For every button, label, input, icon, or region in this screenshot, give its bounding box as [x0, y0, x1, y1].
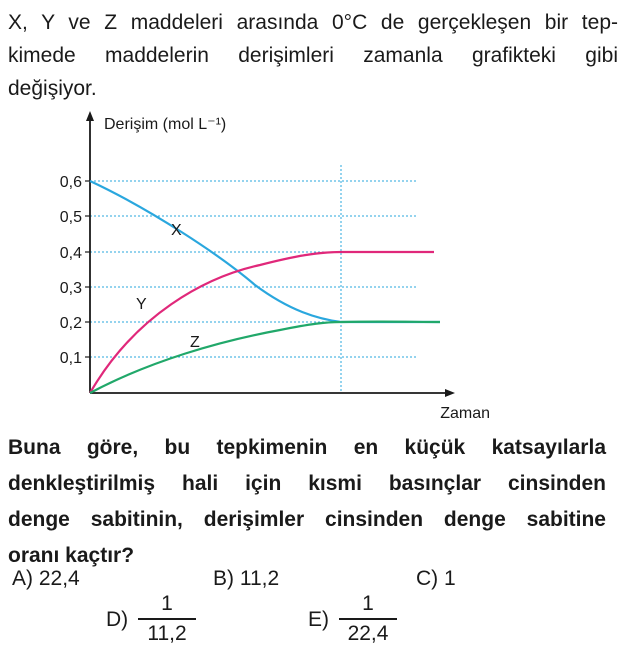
tick-label-0-6: 0,6	[59, 174, 82, 191]
option-b-value: 11,2	[239, 567, 280, 590]
option-d-letter: D)	[106, 608, 129, 631]
option-d-numerator: 1	[161, 592, 173, 615]
option-a[interactable]	[12, 567, 80, 591]
grid-lines	[90, 165, 418, 393]
series-x-label: X	[171, 222, 182, 239]
tick-label-0-3: 0,3	[59, 280, 82, 297]
question-text	[8, 430, 606, 574]
tick-label-0-2: 0,2	[59, 315, 82, 332]
intro-line-2: kimede maddelerin derişimleri zamanla grafikteki gibi	[8, 44, 618, 67]
option-b[interactable]	[213, 567, 279, 591]
option-c-value: 1	[444, 567, 456, 590]
option-a-letter: A)	[12, 567, 33, 590]
question-line-2: denkleştirilmiş hali için kısmi basınçlar cinsinden	[8, 472, 606, 495]
y-axis-arrow-icon	[86, 111, 94, 121]
option-d-denominator: 11,2	[147, 621, 187, 645]
option-c-letter: C)	[416, 567, 439, 590]
tick-label-0-5: 0,5	[59, 209, 82, 226]
option-e-denominator: 22,4	[347, 621, 389, 645]
option-e-fraction	[339, 592, 397, 646]
tick-label-0-1: 0,1	[59, 350, 82, 367]
intro-text	[8, 6, 618, 105]
option-e-letter: E)	[308, 608, 329, 631]
option-d-fraction	[138, 592, 196, 646]
question-line-4: oranı kaçtır?	[8, 544, 135, 567]
tick-label-0-4: 0,4	[59, 245, 82, 262]
question-line-3: denge sabitinin, derişimler cinsinden denge sabitine	[8, 508, 606, 531]
x-axis-label: Zaman	[440, 405, 490, 422]
option-a-value: 22,4	[38, 567, 80, 590]
concentration-chart	[0, 105, 520, 427]
y-axis-label: Derişim (mol L⁻¹)	[104, 116, 227, 133]
series-y-label: Y	[136, 296, 147, 313]
question-line-1: Buna göre, bu tepkimenin en küçük katsayılarla	[8, 436, 606, 459]
x-axis-arrow-icon	[445, 389, 455, 397]
option-c[interactable]	[416, 567, 456, 591]
series-z-label: Z	[190, 334, 200, 351]
intro-line-3: değişiyor.	[8, 77, 97, 100]
axes	[86, 111, 455, 397]
option-e-numerator: 1	[362, 592, 374, 615]
option-b-letter: B)	[213, 567, 234, 590]
intro-line-1: X, Y ve Z maddeleri arasında 0°C de gerçekleşen bir tep-	[8, 11, 618, 34]
